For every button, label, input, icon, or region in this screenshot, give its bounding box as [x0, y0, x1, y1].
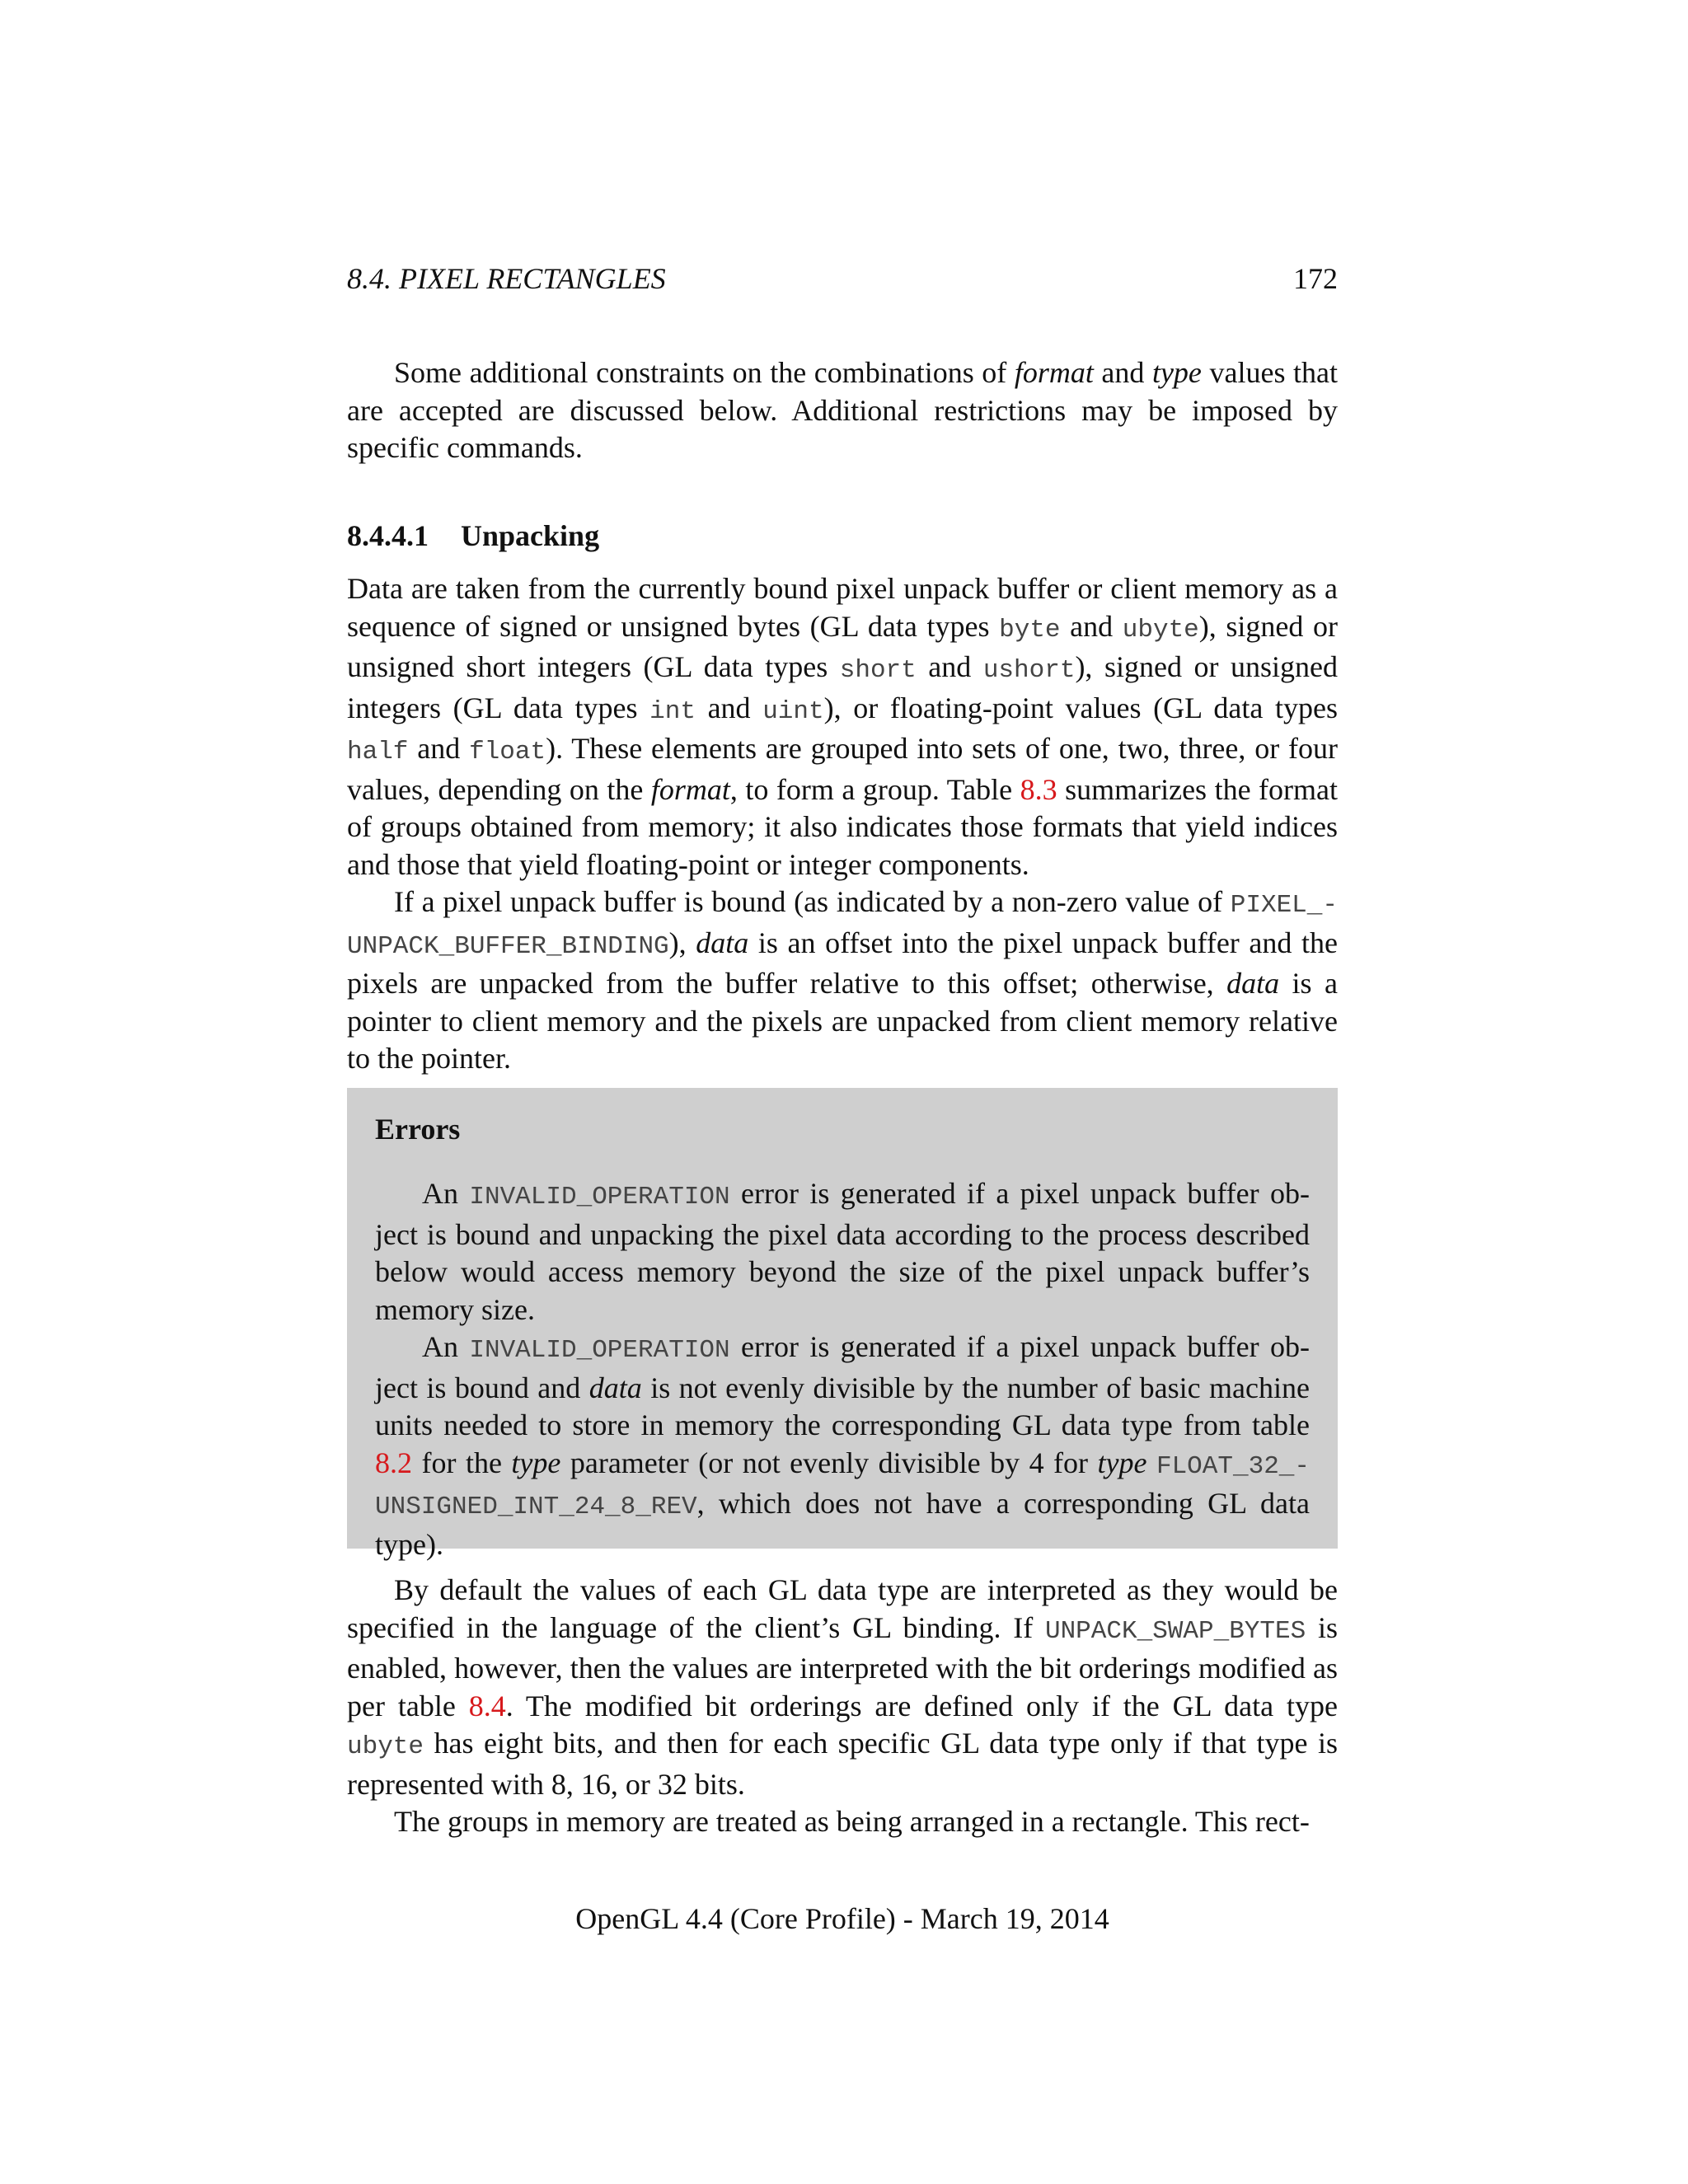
table-reference-link[interactable]: 8.2	[375, 1446, 412, 1479]
page-footer: OpenGL 4.4 (Core Profile) - March 19, 2014	[575, 1902, 1109, 1935]
subsection-heading	[347, 514, 599, 557]
unpacking-body	[347, 570, 1338, 1078]
errors-title: Errors	[375, 1113, 461, 1146]
page-number: 172	[1293, 262, 1338, 295]
table-reference-link[interactable]: 8.4	[468, 1689, 506, 1722]
section-title: 8.4. PIXEL RECTANGLES	[347, 262, 666, 295]
error-item: An INVALID_OPERATION error is generated if a pixel unpack buffer ob- ject is bound and unpacking the pixel data according to the process described below would access memory beyond the size of the pixel unpack buffer’s memory size.	[375, 1177, 1310, 1326]
paragraph-unpack-buffer: If a pixel unpack buffer is bound (as indicated by a non-zero value of PIXEL_- UNPACK_BUFFER_BINDING), data is an offset into the pixel unpack buffer and the pixels are unpacked from the buffer relative to this offset; otherwise, data is a pointer to client memory and the pixels are unpacked from client memory relative to the pointer.	[347, 885, 1338, 1075]
table-reference-link[interactable]: 8.3	[1020, 772, 1057, 806]
subsection-title: Unpacking	[461, 519, 600, 552]
intro-paragraph: Some additional constraints on the combinations of format and type values that are accepted are discussed below. Additional restrictions may be imposed by specific commands.	[347, 356, 1338, 464]
byte-order-body	[347, 1572, 1338, 1841]
errors-body	[375, 1175, 1310, 1563]
paragraph-swap-bytes: By default the values of each GL data type are interpreted as they would be specified in the language of the client’s GL binding. If UNPACK_SWAP_BYTES is enabled, however, then the values are interpreted with the bit orderings modified as per table 8.4. The modified bit orderings are defined only if the GL data type ubyte has eight bits, and then for each specific GL data type only if that type is represented with 8, 16, or 32 bits.	[347, 1573, 1339, 1801]
subsection-number: 8.4.4.1	[347, 519, 429, 552]
paragraph-rectangle: The groups in memory are treated as being arranged in a rectangle. This rect-	[394, 1805, 1310, 1838]
errors-box	[347, 1088, 1338, 1561]
error-item: An INVALID_OPERATION error is generated if a pixel unpack buffer ob- ject is bound and data is not evenly divisible by the number of basic machine units needed to store in memory the corresponding GL data type from table 8.2 for the type parameter (or not evenly divisible by 4 for type FLOAT_32_- UNSIGNED_INT_24_8_REV, which does not have a corresponding GL data type).	[375, 1330, 1310, 1561]
paragraph-data-types: Data are taken from the currently bound pixel unpack buffer or client memory as a sequence of signed or unsigned bytes (GL data types byte and ubyte), signed or unsigned short integers (GL data types short and ushort), signed or unsigned integers (GL data types int and uint), or floating-point values (GL data types half and float). These elements are grouped into sets of one, two, three, or four values, depending on the format, to form a group. Table 8.3 summarizes the format of groups obtained from memory; it also indicates those formats that yield indices and those that yield floating-point or integer components.	[347, 572, 1339, 881]
